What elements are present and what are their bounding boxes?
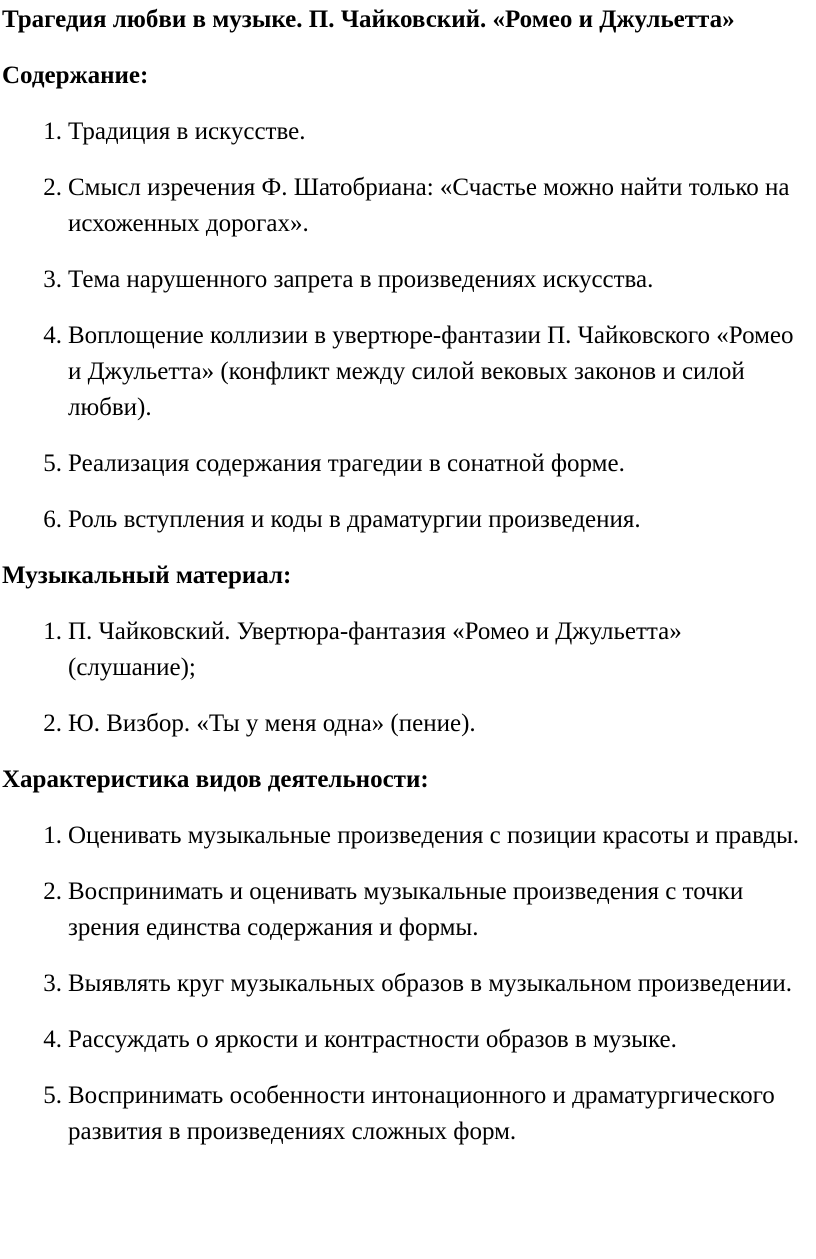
list-item xyxy=(2,966,816,1002)
list-item-text: Воплощение коллизии в увертюре-фантазии П. Чайковского «Ромео и Джульетта» (конфликт между силой вековых законов и силой любви). xyxy=(68,322,794,421)
section-heading: Содержание: xyxy=(2,62,149,89)
document-title: Трагедия любви в музыке. П. Чайковский. «Ромео и Джульетта» xyxy=(2,6,735,33)
list-item-number: 2. xyxy=(43,710,62,737)
music-list xyxy=(2,614,816,742)
list-item-number: 4. xyxy=(43,322,62,349)
list-item-number: 2. xyxy=(43,174,62,201)
list-item-text: Выявлять круг музыкальных образов в музыкальном произведении. xyxy=(68,970,793,997)
list-item-number: 1. xyxy=(43,618,62,645)
list-item-number: 4. xyxy=(43,1026,62,1053)
list-item-number: 1. xyxy=(43,118,62,145)
list-item-text: Смысл изречения Ф. Шатобриана: «Счастье можно найти только на исхоженных дорогах». xyxy=(68,174,790,237)
list-item-text: Роль вступления и коды в драматургии произведения. xyxy=(68,506,641,533)
list-item xyxy=(2,1022,816,1058)
section-content xyxy=(2,58,816,538)
list-item-text: Рассуждать о яркости и контрастности образов в музыке. xyxy=(68,1026,677,1053)
list-item xyxy=(2,1078,816,1150)
content-list xyxy=(2,114,816,538)
list-item xyxy=(2,262,816,298)
section-heading: Характеристика видов деятельности: xyxy=(2,766,429,793)
list-item-number: 2. xyxy=(43,878,62,905)
list-item-text: Воспринимать и оценивать музыкальные произведения с точки зрения единства содержания и формы. xyxy=(68,878,744,941)
list-item xyxy=(2,874,816,946)
list-item-text: Тема нарушенного запрета в произведениях искусства. xyxy=(68,266,654,293)
list-item xyxy=(2,170,816,242)
list-item-number: 3. xyxy=(43,266,62,293)
list-item-text: Традиция в искусстве. xyxy=(68,118,306,145)
list-item-number: 5. xyxy=(43,1082,62,1109)
section-heading: Музыкальный материал: xyxy=(2,562,292,589)
section-music-material xyxy=(2,558,816,742)
list-item-text: Воспринимать особенности интонационного и драматургического развития в произведениях сложных форм. xyxy=(68,1082,775,1145)
list-item-number: 1. xyxy=(43,822,62,849)
list-item-number: 3. xyxy=(43,970,62,997)
list-item xyxy=(2,446,816,482)
list-item-number: 5. xyxy=(43,450,62,477)
list-item-text: П. Чайковский. Увертюра-фантазия «Ромео и Джульетта» (слушание); xyxy=(68,618,682,681)
list-item-text: Оценивать музыкальные произведения с позиции красоты и правды. xyxy=(68,822,800,849)
list-item xyxy=(2,818,816,854)
list-item-text: Реализация содержания трагедии в сонатной форме. xyxy=(68,450,625,477)
list-item xyxy=(2,318,816,426)
list-item-number: 6. xyxy=(43,506,62,533)
list-item-text: Ю. Визбор. «Ты у меня одна» (пение). xyxy=(68,710,476,737)
section-activities xyxy=(2,762,816,1150)
activities-list xyxy=(2,818,816,1150)
list-item xyxy=(2,114,816,150)
list-item xyxy=(2,502,816,538)
list-item xyxy=(2,706,816,742)
list-item xyxy=(2,614,816,686)
